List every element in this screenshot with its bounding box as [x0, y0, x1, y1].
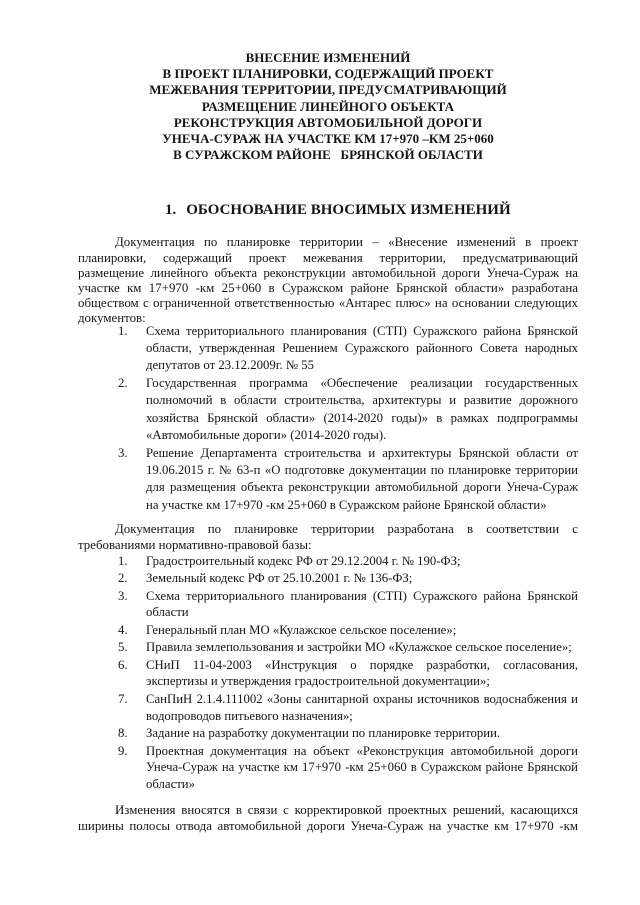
list-item-text: Земельный кодекс РФ от 25.10.2001 г. № 136-ФЗ;	[146, 571, 413, 586]
list-item-text: Задание на разработку документации по планировке территории.	[146, 726, 501, 741]
intro-paragraph: Документация по планировке территории – «Внесение изменений в проект планировки, содержащий проект межевания территории, предусматривающий размещение линейного объекта реконструкции автомобильной дороги Унеча-Сураж на участке км 17+970 -км 25+060 в Суражском районе Брянской области» разработана обществом с ограниченной ответственностью «Антарес плюс» на основании следующих документов:	[78, 235, 578, 326]
list-item-text: Схема территориального планирования (СТП) Суражского района Брянской области	[146, 588, 578, 620]
list-item-text: Проектная документация на объект «Реконструкция автомобильной дороги Унеча-Сураж на участке км 17+970 -км 25+060 в Суражском районе Брянской области»	[146, 743, 578, 791]
list-item	[118, 743, 578, 793]
section-heading	[78, 200, 578, 220]
list-item	[118, 691, 578, 724]
list-item-text: СНиП 11-04-2003 «Инструкция о порядке разработки, согласования, экспертизы и утверждения градостроительной документации»;	[146, 657, 578, 689]
title-line: В ПРОЕКТ ПЛАНИРОВКИ, СОДЕРЖАЩИЙ ПРОЕКТ	[162, 66, 494, 82]
list-item-number: 9.	[118, 743, 128, 758]
list-item	[118, 725, 578, 742]
changes-paragraph: Изменения вносятся в связи с корректировкой проектных решений, касающихся ширины полосы отвода автомобильной дороги Унеча-Сураж на участке км 17+970 -км	[78, 803, 578, 834]
list-item-number: 3.	[118, 588, 128, 603]
list-item-text: Правила землепользования и застройки МО «Кулажское сельское поселение»;	[146, 640, 572, 655]
list-item	[118, 588, 578, 621]
list-item-number: 6.	[118, 657, 128, 672]
list-item-number: 4.	[118, 622, 128, 637]
list-item-number: 3.	[118, 446, 128, 461]
list-item	[118, 375, 578, 444]
list-item-text: Схема территориального планирования (СТП) Суражского района Брянской области, утвержденная Решением Суражского районного Совета народных депутатов от 23.12.2009г. № 55	[146, 323, 578, 373]
list-item-text: Государственная программа «Обеспечение реализации государственных полномочий в области строительства, архитектуры и развитие дорожного хозяйства Брянской области» (2014-2020 годы)» в рамках подпрограммы «Автомобильные дороги» (2014-2020 годы).	[146, 376, 578, 442]
list-item	[118, 570, 578, 587]
list-item-number: 7.	[118, 691, 128, 706]
list-item	[118, 445, 578, 514]
title-line: РЕКОНСТРУКЦИЯ АВТОМОБИЛЬНОЙ ДОРОГИ	[173, 114, 483, 130]
list-item	[118, 622, 578, 639]
requirements-intro-paragraph: Документация по планировке территории разработана в соответствии с требованиями нормативно-правовой базы:	[78, 521, 578, 552]
title-line: УНЕЧА-СУРАЖ НА УЧАСТКЕ КМ 17+970 –КМ 25+060	[162, 131, 494, 147]
list-item-text: Решение Департамента строительства и архитектуры Брянской области от 19.06.2015 г. № 63-п «О подготовке документации по планировке территории для размещения объекта реконструкции автомобильной дороги Унеча-Сураж на участке км 17+970 -км 25+060 в Суражском районе Брянской области»	[146, 446, 578, 512]
title-line: ВНЕСЕНИЕ ИЗМЕНЕНИЙ	[245, 50, 411, 65]
list-item-text: СанПиН 2.1.4.111002 «Зоны санитарной охраны источников водоснабжения и водопроводов питьевого назначения»;	[146, 691, 578, 723]
list-item-number: 2.	[118, 571, 128, 586]
list-item	[118, 323, 578, 375]
title-line: МЕЖЕВАНИЯ ТЕРРИТОРИИ, ПРЕДУСМАТРИВАЮЩИЙ	[149, 82, 507, 98]
list-item	[118, 639, 578, 656]
list-item-number: 8.	[118, 726, 128, 741]
list-item-text: Генеральный план МО «Кулажское сельское поселение»;	[146, 622, 457, 637]
list-item-number: 5.	[118, 640, 128, 655]
document-title	[78, 50, 578, 163]
list-item-number: 1.	[118, 323, 128, 338]
list-item-number: 1.	[118, 553, 128, 568]
section-title: ОБОСНОВАНИЕ ВНОСИМЫХ ИЗМЕНЕНИЙ	[186, 202, 511, 219]
title-line: РАЗМЕЩЕНИЕ ЛИНЕЙНОГО ОБЪЕКТА	[201, 98, 455, 114]
requirements-list	[118, 553, 578, 792]
basis-documents-list	[118, 323, 578, 514]
section-number: 1.	[165, 202, 177, 219]
list-item	[118, 657, 578, 690]
list-item-number: 2.	[118, 376, 128, 391]
title-line: В СУРАЖСКОМ РАЙОНЕ БРЯНСКОЙ ОБЛАСТИ	[173, 147, 483, 163]
list-item-text: Градостроительный кодекс РФ от 29.12.2004 г. № 190-ФЗ;	[146, 553, 461, 568]
list-item	[118, 553, 578, 570]
